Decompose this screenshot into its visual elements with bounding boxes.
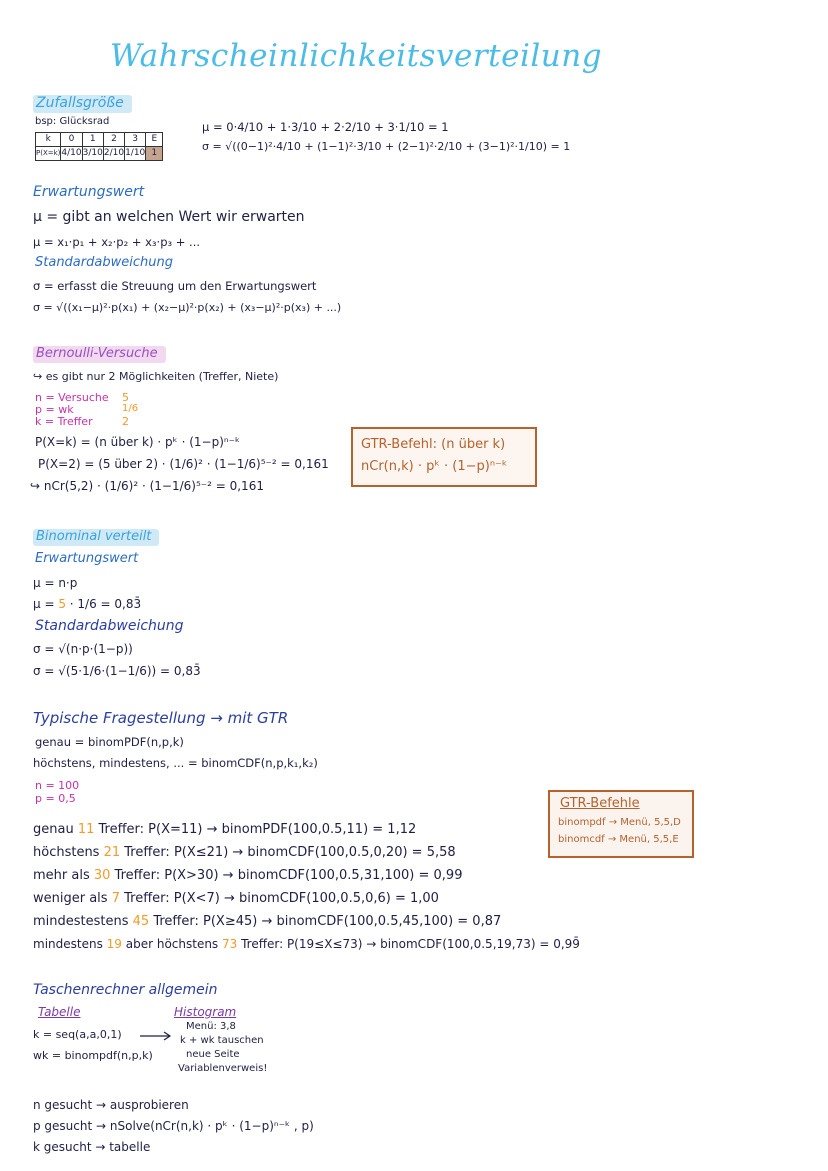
histogram-line-1: Menü: 3,8	[186, 1021, 236, 1032]
p-label: p = wk	[35, 403, 74, 416]
zufallsgroesse-heading: Zufallsgröße	[33, 95, 132, 113]
page-title: Wahrscheinlichkeitsverteilung	[110, 38, 603, 74]
k-value: 2	[122, 415, 129, 428]
gtr-befehl-title: GTR-Befehl: (n über k)	[361, 437, 506, 452]
bernoulli-heading: Bernoulli-Versuche	[33, 346, 166, 363]
standardabweichung-formula: σ = √((x₁−μ)²·p(x₁) + (x₂−μ)²·p(x₂) + (x₃−μ)²·p(x₃) + ...)	[33, 301, 342, 314]
bernoulli-intro: ↪ es gibt nur 2 Möglichkeiten (Treffer, Niete)	[33, 370, 279, 383]
mu-formula: μ = 0·4/10 + 1·3/10 + 2·2/10 + 3·1/10 = 1	[202, 120, 449, 134]
histogram-heading: Histogram	[174, 1005, 237, 1019]
erwartungswert-formula: μ = x₁·p₁ + x₂·p₂ + x₃·p₃ + ...	[33, 235, 201, 249]
list-item: mindestens 19 aber höchstens 73 Treffer: P(19≤X≤73) → binomCDF(100,0.5,19,73) = 0,99̄	[33, 937, 580, 951]
gtr-befehl-formula: nCr(n,k) · pᵏ · (1−p)ⁿ⁻ᵏ	[361, 459, 508, 474]
genau-def: genau = binomPDF(n,p,k)	[35, 735, 184, 749]
list-item: weniger als 7 Treffer: P(X<7) → binomCDF(100,0.5,0,6) = 1,00	[33, 891, 439, 906]
arrow-right-icon	[139, 1031, 173, 1041]
list-item: mehr als 30 Treffer: P(X>30) → binomCDF(100,0.5,31,100) = 0,99	[33, 868, 463, 883]
erwartungswert-def: μ = gibt an welchen Wert wir erwarten	[33, 209, 305, 225]
p-gesucht: p gesucht → nSolve(nCr(n,k) · pᵏ · (1−p)ⁿ⁻ᵏ , p)	[33, 1119, 314, 1133]
erwartungswert-heading: Erwartungswert	[33, 184, 145, 200]
n-value: 5	[122, 391, 129, 404]
histogram-line-2: k + wk tauschen	[180, 1035, 264, 1046]
gtr-befehle-box	[548, 790, 694, 858]
standardabweichung-heading: Standardabweichung	[35, 255, 173, 270]
binomial-heading: Binominal verteilt	[33, 529, 159, 546]
binompdf-shortcut: binompdf → Menü, 5,5,D	[558, 817, 681, 828]
tabelle-heading: Tabelle	[38, 1005, 81, 1019]
table-row: k 0 1 2 3 E	[36, 133, 163, 147]
binomial-mu-calc: μ = 5 · 1/6 = 0,83̄	[33, 597, 142, 611]
taschenrechner-heading: Taschenrechner allgemein	[33, 982, 218, 998]
sigma-formula: σ = √((0−1)²·4/10 + (1−1)²·3/10 + (2−1)²·2/10 + (3−1)²·1/10) = 1	[202, 140, 571, 153]
histogram-line-3: neue Seite	[186, 1049, 240, 1060]
gtr-befehl-box	[351, 427, 537, 487]
glucksrad-label: bsp: Glücksrad	[35, 116, 110, 127]
binomial-ew-heading: Erwartungswert	[35, 551, 139, 566]
binomial-sigma-calc: σ = √(5·1/6·(1−1/6)) = 0,83̄	[33, 664, 201, 678]
p-05: p = 0,5	[35, 792, 76, 805]
binomcdf-shortcut: binomcdf → Menü, 5,5,E	[558, 834, 679, 845]
table-row: P(X=k) 4/10 3/10 2/10 1/10 1	[36, 147, 163, 161]
list-item: genau 11 Treffer: P(X=11) → binomPDF(100,0.5,11) = 1,12	[33, 822, 417, 837]
binomial-sigma-formula: σ = √(n·p·(1−p))	[33, 642, 133, 656]
gtr-befehle-heading: GTR-Befehle	[560, 796, 640, 811]
histogram-line-4: Variablenverweis!	[178, 1063, 268, 1074]
probability-table	[35, 132, 163, 161]
standardabweichung-def: σ = erfasst die Streuung um den Erwartungswert	[33, 279, 317, 293]
binomial-std-heading: Standardabweichung	[35, 618, 184, 634]
list-item: höchstens 21 Treffer: P(X≤21) → binomCDF(100,0.5,0,20) = 5,58	[33, 845, 456, 860]
bernoulli-formula: P(X=k) = (n über k) · pᵏ · (1−p)ⁿ⁻ᵏ	[35, 435, 241, 449]
k-gesucht: k gesucht → tabelle	[33, 1140, 151, 1154]
n-label: n = Versuche	[35, 391, 109, 404]
k-label: k = Treffer	[35, 415, 93, 428]
fragestellung-heading: Typische Fragestellung → mit GTR	[33, 709, 289, 727]
n-100: n = 100	[35, 779, 80, 792]
p-value: 1/6	[122, 403, 139, 414]
binomial-mu-formula: μ = n·p	[33, 576, 78, 590]
tabelle-line-1: k = seq(a,a,0,1)	[33, 1028, 122, 1041]
list-item: mindestestens 45 Treffer: P(X≥45) → binomCDF(100,0.5,45,100) = 0,87	[33, 914, 502, 929]
n-gesucht: n gesucht → ausprobieren	[33, 1098, 189, 1112]
bernoulli-ncr: ↪ nCr(5,2) · (1/6)² · (1−1/6)⁵⁻² = 0,161	[30, 479, 264, 493]
hoechstens-def: höchstens, mindestens, ... = binomCDF(n,p,k₁,k₂)	[33, 756, 318, 770]
tabelle-line-2: wk = binompdf(n,p,k)	[33, 1049, 153, 1062]
bernoulli-calc: P(X=2) = (5 über 2) · (1/6)² · (1−1/6)⁵⁻² = 0,161	[38, 457, 329, 471]
